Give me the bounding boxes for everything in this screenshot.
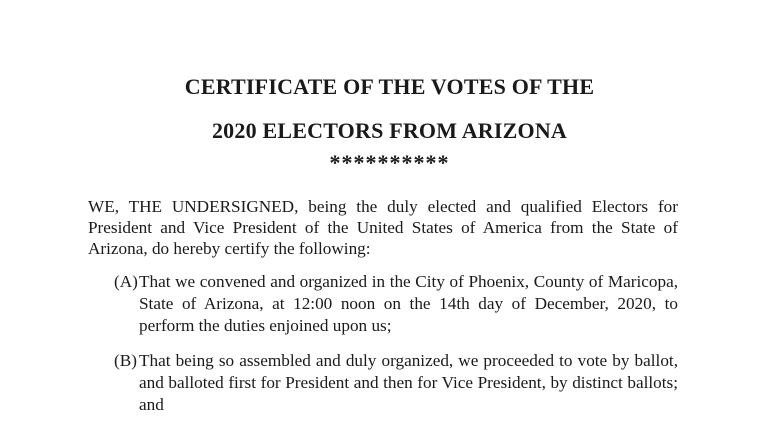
list-item [114, 271, 678, 337]
list-item [114, 350, 678, 416]
separator: ********** [329, 150, 450, 175]
title-line-1: CERTIFICATE OF THE VOTES OF THE [184, 74, 595, 99]
item-marker: (A) [114, 272, 138, 291]
title-line-2: 2020 ELECTORS FROM ARIZONA [211, 118, 567, 143]
item-text: That being so assembled and duly organized, we proceeded to vote by ballot, and balloted first for President and then for Vice President, by distinct ballots; and [139, 351, 678, 414]
item-marker: (B) [114, 351, 137, 370]
intro-paragraph: WE, THE UNDERSIGNED, being the duly elected and qualified Electors for President and Vice President of the United States of America from the State of Arizona, do hereby certify the following: [88, 197, 678, 258]
item-text: That we convened and organized in the City of Phoenix, County of Maricopa, State of Arizona, at 12:00 noon on the 14th day of December, 2020, to perform the duties enjoined upon us; [139, 272, 678, 335]
